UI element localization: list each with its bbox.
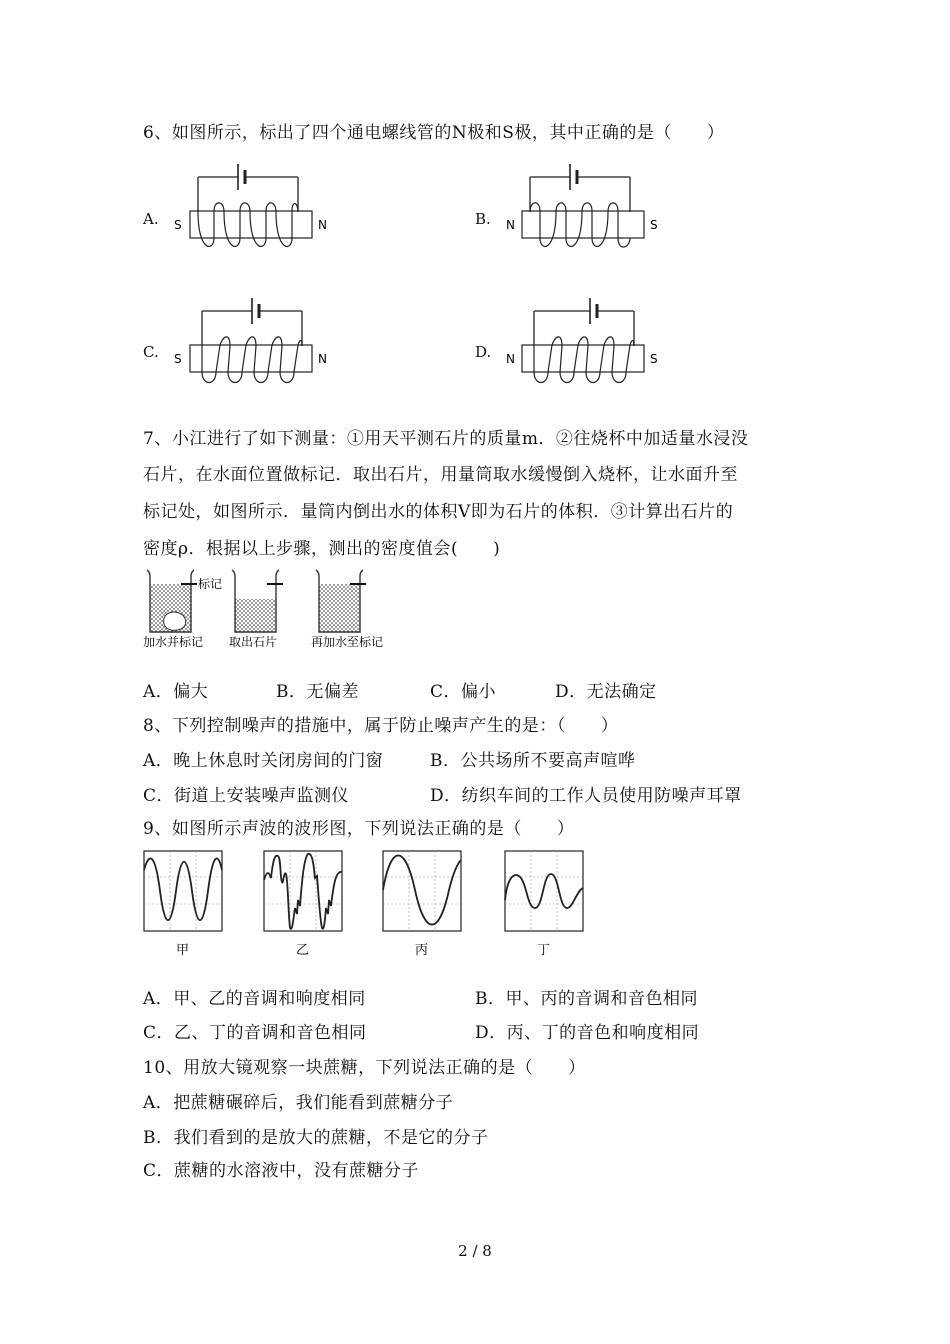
q9-wave-label-2: 乙 bbox=[296, 943, 310, 958]
waveform-bing bbox=[383, 851, 461, 931]
q6-stem: 6、如图所示，标出了四个通电螺线管的N极和S极，其中正确的是（ ） bbox=[143, 123, 725, 143]
q8-option-d: D．纺织车间的工作人员使用防噪声耳罩 bbox=[430, 786, 742, 806]
q6-option-a-letter: A. bbox=[143, 210, 159, 228]
q6-solenoid-d-figure bbox=[502, 294, 677, 389]
q6-option-d-letter: D. bbox=[475, 343, 492, 361]
q9-option-b: B．甲、丙的音调和音色相同 bbox=[475, 989, 698, 1009]
q6-a-right-pole: N bbox=[318, 218, 327, 232]
q8-option-b: B．公共场所不要高声喧哗 bbox=[430, 751, 636, 771]
q6-c-left-pole: S bbox=[174, 352, 182, 366]
q7-caption-2: 取出石片 bbox=[229, 635, 278, 649]
q9-option-c: C．乙、丁的音调和音色相同 bbox=[143, 1023, 367, 1043]
waveform-ding bbox=[505, 851, 583, 931]
beaker-with-stone bbox=[147, 570, 222, 632]
q7-option-d: D．无法确定 bbox=[555, 682, 657, 702]
q6-a-left-pole: S bbox=[174, 218, 182, 232]
q7-stem-line-4: 密度ρ．根据以上步骤，测出的密度值会( ) bbox=[143, 539, 501, 559]
q6-d-right-pole: S bbox=[650, 352, 658, 366]
q10-option-c: C．蔗糖的水溶液中，没有蔗糖分子 bbox=[143, 1161, 420, 1181]
q9-option-d: D．丙、丁的音色和响度相同 bbox=[475, 1023, 700, 1043]
q8-option-a: A．晚上休息时关闭房间的门窗 bbox=[143, 751, 384, 771]
q7-caption-3: 再加水至标记 bbox=[311, 635, 384, 649]
q8-stem: 8、下列控制噪声的措施中，属于防止噪声产生的是：（ ） bbox=[143, 716, 619, 736]
q9-wave-label-1: 甲 bbox=[176, 943, 190, 958]
waveform-jia bbox=[144, 851, 222, 931]
q9-waveform-figure bbox=[143, 850, 588, 962]
q9-option-a: A．甲、乙的音调和响度相同 bbox=[143, 989, 366, 1009]
q7-option-b: B．无偏差 bbox=[276, 682, 359, 702]
q7-caption-1: 加水并标记 bbox=[143, 635, 204, 649]
q10-option-b: B．我们看到的是放大的蔗糖，不是它的分子 bbox=[143, 1128, 489, 1148]
q7-option-c: C．偏小 bbox=[430, 682, 497, 702]
q8-option-c: C．街道上安装噪声监测仪 bbox=[143, 786, 350, 806]
q9-stem: 9、如图所示声波的波形图，下列说法正确的是（ ） bbox=[143, 819, 575, 839]
q7-stem-line-1: 7、小江进行了如下测量：①用天平测石片的质量m．②往烧杯中加适量水浸没 bbox=[143, 429, 749, 449]
q6-b-left-pole: N bbox=[506, 218, 515, 232]
q7-option-a: A．偏大 bbox=[143, 682, 209, 702]
q7-stem-line-3: 标记处，如图所示．量筒内倒出水的体积V即为石片的体积．③计算出石片的 bbox=[143, 502, 734, 522]
q6-c-right-pole: N bbox=[318, 352, 327, 366]
q7-beaker-figure bbox=[143, 566, 403, 654]
beaker-refilled bbox=[316, 570, 366, 632]
q6-option-c-letter: C. bbox=[143, 343, 159, 361]
q9-wave-label-4: 丁 bbox=[537, 943, 551, 958]
q6-option-b-letter: B. bbox=[475, 210, 491, 228]
beaker-stone-removed bbox=[232, 570, 283, 632]
q10-stem: 10、用放大镜观察一块蔗糖，下列说法正确的是（ ） bbox=[143, 1058, 586, 1078]
q10-option-a: A．把蔗糖碾碎后，我们能看到蔗糖分子 bbox=[143, 1093, 454, 1113]
q9-wave-label-3: 丙 bbox=[415, 943, 429, 958]
waveform-yi bbox=[264, 851, 342, 931]
q7-mark-label: 标记 bbox=[198, 577, 223, 591]
page-number: 2 / 8 bbox=[458, 1242, 492, 1260]
q7-stem-line-2: 石片，在水面位置做标记．取出石片，用量筒取水缓慢倒入烧杯，让水面升至 bbox=[143, 465, 738, 485]
q6-d-left-pole: N bbox=[506, 352, 515, 366]
q6-solenoid-b-figure bbox=[502, 160, 677, 255]
q6-b-right-pole: S bbox=[650, 218, 658, 232]
q6-solenoid-c-figure bbox=[170, 294, 345, 389]
q6-solenoid-a-figure bbox=[170, 160, 345, 255]
